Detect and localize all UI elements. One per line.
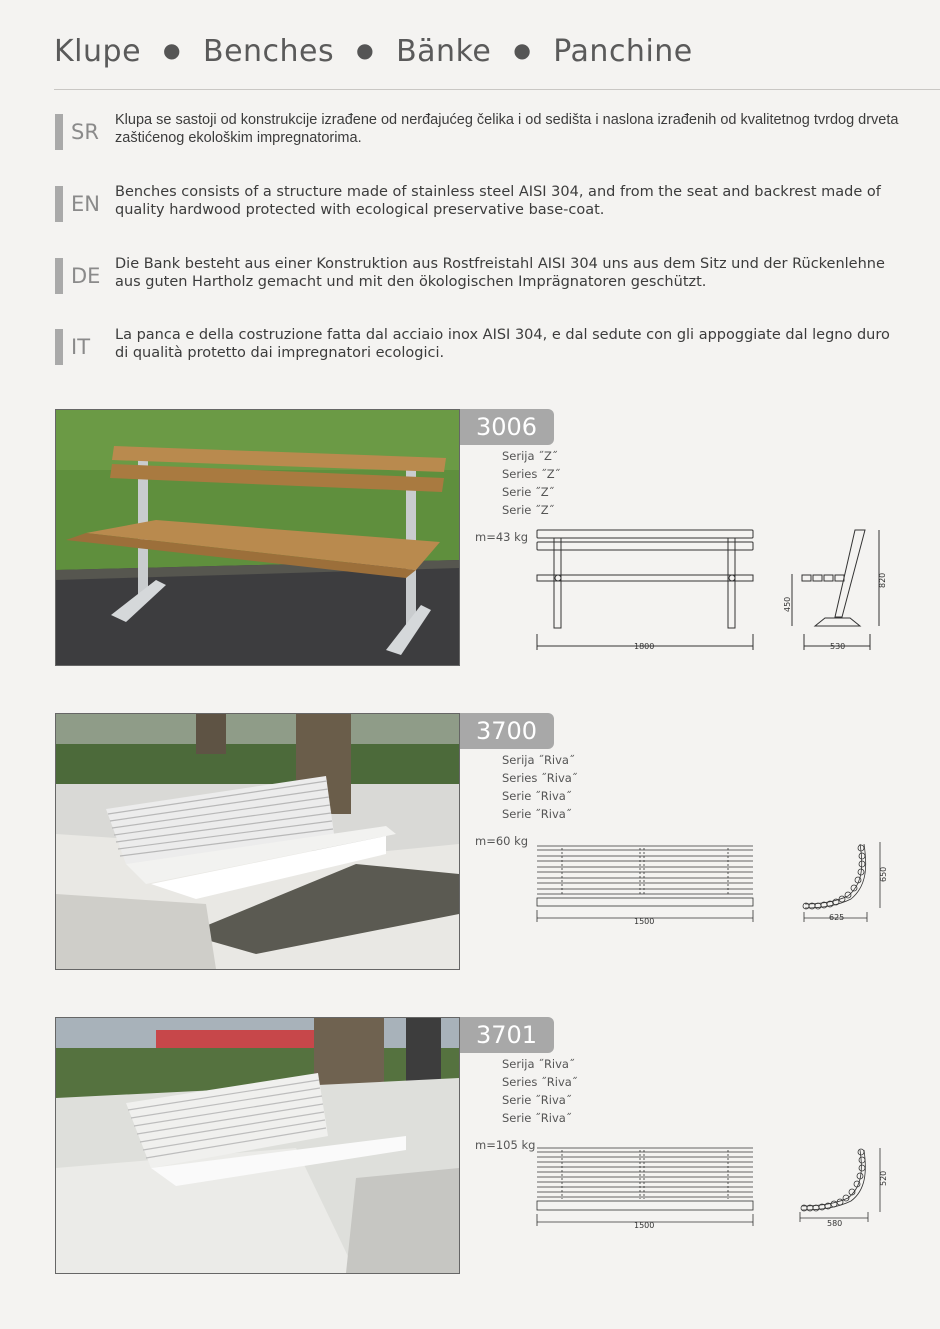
series-de: Serie ˝Riva˝ (502, 1093, 572, 1107)
lang-marker (55, 114, 63, 150)
product-photo-3701 (55, 1017, 460, 1274)
dim-height: 520 (879, 1170, 888, 1186)
title-bullet: ● (163, 38, 181, 62)
dim-length: 1800 (634, 642, 655, 651)
technical-drawing-3006 (530, 522, 890, 657)
lang-text: La panca e della costruzione fatta dal acciaio inox AISI 304, e dal sedute con gli appoggiate dal legno duro di qualità protetto dai impregnatori ecologici. (115, 327, 890, 361)
title-word-it: Panchine (553, 34, 693, 69)
dim-length: 1500 (634, 1221, 655, 1230)
page-title (54, 34, 693, 69)
title-word-sr: Klupe (54, 34, 142, 69)
lang-text: Die Bank besteht aus einer Konstruktion aus Rostfreistahl AISI 304 uns aus dem Sitz und der Rückenlehne aus guten Hartholz gemacht und mit den ökologischen Imprägnatoren geschützt. (115, 256, 885, 290)
series-sr: Serija ˝Riva˝ (502, 753, 575, 767)
mass-label: m=105 kg (475, 1138, 536, 1152)
technical-drawing-3700 (530, 838, 890, 930)
mass-label: m=43 kg (475, 530, 529, 544)
product-code-badge: 3006 (460, 409, 554, 445)
dim-height: 820 (878, 572, 887, 588)
lang-code: EN (71, 192, 100, 216)
product-code-badge: 3700 (460, 713, 554, 749)
series-sr: Serija ˝Riva˝ (502, 1057, 575, 1071)
series-list (502, 1055, 578, 1127)
title-bullet: ● (356, 38, 375, 62)
lang-text: Klupa se sastoji od konstrukcije izrađene od nerđajućeg čelika i od sedišta i naslona izrađenih od kvalitetnog tvrdog drveta zaštićenog ekološkim impregnatorima. (115, 112, 899, 146)
title-divider (54, 89, 940, 90)
series-de: Serie ˝Z˝ (502, 485, 555, 499)
dim-height: 650 (879, 866, 888, 882)
lang-code: SR (71, 120, 99, 144)
series-en: Series ˝Z˝ (502, 467, 561, 481)
series-list (502, 751, 578, 823)
product-photo-3700 (55, 713, 460, 970)
lang-code: DE (71, 264, 101, 288)
lang-code: IT (71, 335, 91, 359)
series-en: Series ˝Riva˝ (502, 1075, 578, 1089)
product-code-badge: 3701 (460, 1017, 554, 1053)
mass-label: m=60 kg (475, 834, 529, 848)
series-it: Serie ˝Riva˝ (502, 1111, 572, 1125)
lang-text: Benches consists of a structure made of stainless steel AISI 304, and from the seat and backrest made of quality hardwood protected with ecological preservative base-coat. (115, 184, 881, 218)
dim-depth: 580 (827, 1219, 843, 1228)
series-it: Serie ˝Z˝ (502, 503, 555, 517)
series-sr: Serija ˝Z˝ (502, 449, 558, 463)
series-it: Serie ˝Riva˝ (502, 807, 572, 821)
dim-length: 1500 (634, 917, 655, 926)
product-photo-3006 (55, 409, 460, 666)
series-list (502, 447, 560, 519)
series-en: Series ˝Riva˝ (502, 771, 578, 785)
title-word-de: Bänke (396, 34, 492, 69)
title-word-en: Benches (202, 34, 335, 69)
dim-depth: 625 (829, 913, 845, 922)
series-de: Serie ˝Riva˝ (502, 789, 572, 803)
lang-marker (55, 186, 63, 222)
dim-seat-height: 450 (783, 596, 792, 612)
dim-depth: 530 (830, 642, 846, 651)
lang-marker (55, 258, 63, 294)
title-bullet: ● (513, 38, 532, 62)
lang-marker (55, 329, 63, 365)
technical-drawing-3701 (530, 1142, 890, 1232)
